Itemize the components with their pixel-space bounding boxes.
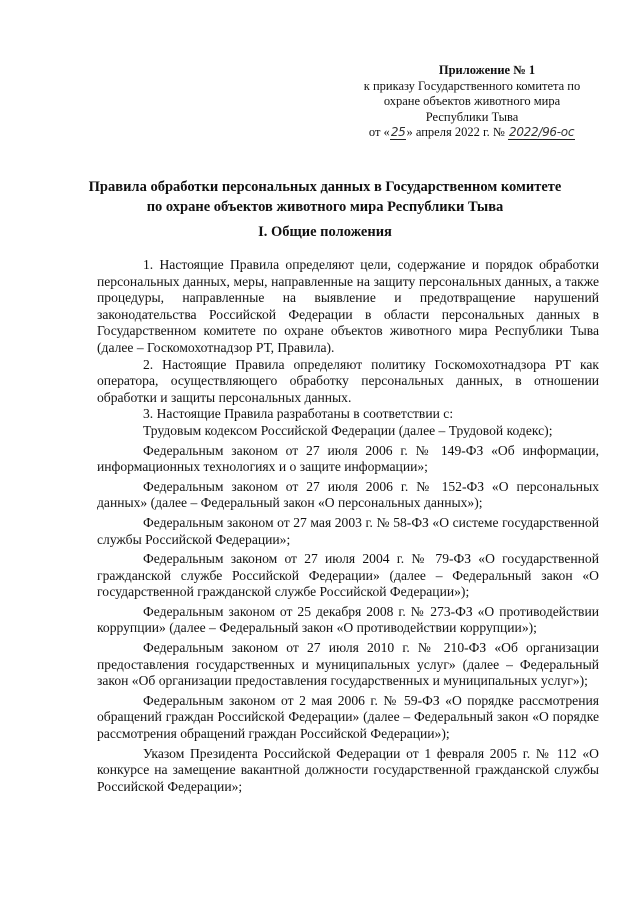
appendix-line-1: к приказу Государственного комитета по xyxy=(363,78,581,93)
appendix-date-prefix: от « xyxy=(368,125,390,139)
document-title xyxy=(70,177,580,217)
appendix-title: Приложение № 1 xyxy=(438,63,536,77)
paragraph-1: 1. Настоящие Правила определяют цели, содержание и порядок обработки персональных данных, меры, направленные на защиту персональных данных, а также процедуры, направленные на выявление и предотвращение нарушений законодательства Российской Федерации в области персональных данных в Государственном комитете по охране объектов животного мира Республики Тыва (далее – Госкомохотнадзор РТ, Правила). xyxy=(97,257,599,355)
appendix-header xyxy=(352,63,592,141)
section-title: I. Общие положения xyxy=(258,224,392,240)
paragraph-law-58: Федеральным законом от 27 мая 2003 г. № 58-ФЗ «О системе государственной службы Российской Федерации»; xyxy=(97,514,599,547)
document-title-line-2: по охране объектов животного мира Республики Тыва xyxy=(146,199,504,215)
appendix-date-day: 25 xyxy=(390,125,406,139)
document-title-line-1: Правила обработки персональных данных в Государственном комитете xyxy=(88,179,562,195)
appendix-date-line xyxy=(352,125,592,141)
paragraph-labor-code: Трудовым кодексом Российской Федерации (далее – Трудовой кодекс); xyxy=(143,422,553,438)
paragraph-law-152: Федеральным законом от 27 июля 2006 г. № 152-ФЗ «О персональных данных» (далее – Федеральный закон «О персональных данных»); xyxy=(97,478,599,511)
document-body xyxy=(97,257,599,795)
paragraph-law-210: Федеральным законом от 27 июля 2010 г. № 210-ФЗ «Об организации предоставления государственных и муниципальных услуг» (далее – Федеральный закон «Об организации предоставления государственных и муниципальных услуг»); xyxy=(97,640,599,689)
appendix-order-number: 2022/96-ос xyxy=(509,125,575,139)
paragraph-law-59: Федеральным законом от 2 мая 2006 г. № 59-ФЗ «О порядке рассмотрения обращений граждан Российской Федерации» (далее – Федеральный закон «О порядке рассмотрения обращений граждан Российской Федерации»); xyxy=(97,692,599,742)
appendix-line-2: охране объектов животного мира xyxy=(383,94,561,108)
paragraph-law-149: Федеральным законом от 27 июля 2006 г. № 149-ФЗ «Об информации, информационных технологиях и о защите информации»; xyxy=(97,442,599,475)
paragraph-2: 2. Настоящие Правила определяют политику Госкомохотнадзора РТ как оператора, осуществляющего обработку персональных данных, в отношении обработки и защиты персональных данных. xyxy=(97,356,599,405)
paragraph-3: 3. Настоящие Правила разработаны в соответствии с: xyxy=(143,406,454,422)
paragraph-decree-112: Указом Президента Российской Федерации от 1 февраля 2005 г. № 112 «О конкурсе на замещение вакантной должности государственной гражданской службы Российской Федерации»; xyxy=(97,745,599,794)
appendix-line-3: Республики Тыва xyxy=(425,109,519,124)
paragraph-law-273: Федеральным законом от 25 декабря 2008 г. № 273-ФЗ «О противодействии коррупции» (далее – Федеральный закон «О противодействии коррупции»); xyxy=(97,603,599,636)
appendix-date-middle: » апреля 2022 г. № xyxy=(406,125,505,139)
paragraph-law-79: Федеральным законом от 27 июля 2004 г. № 79-ФЗ «О государственной гражданской службе Российской Федерации» (далее – Федеральный закон «О государственной гражданской службе Российской Федерации»); xyxy=(97,551,599,600)
